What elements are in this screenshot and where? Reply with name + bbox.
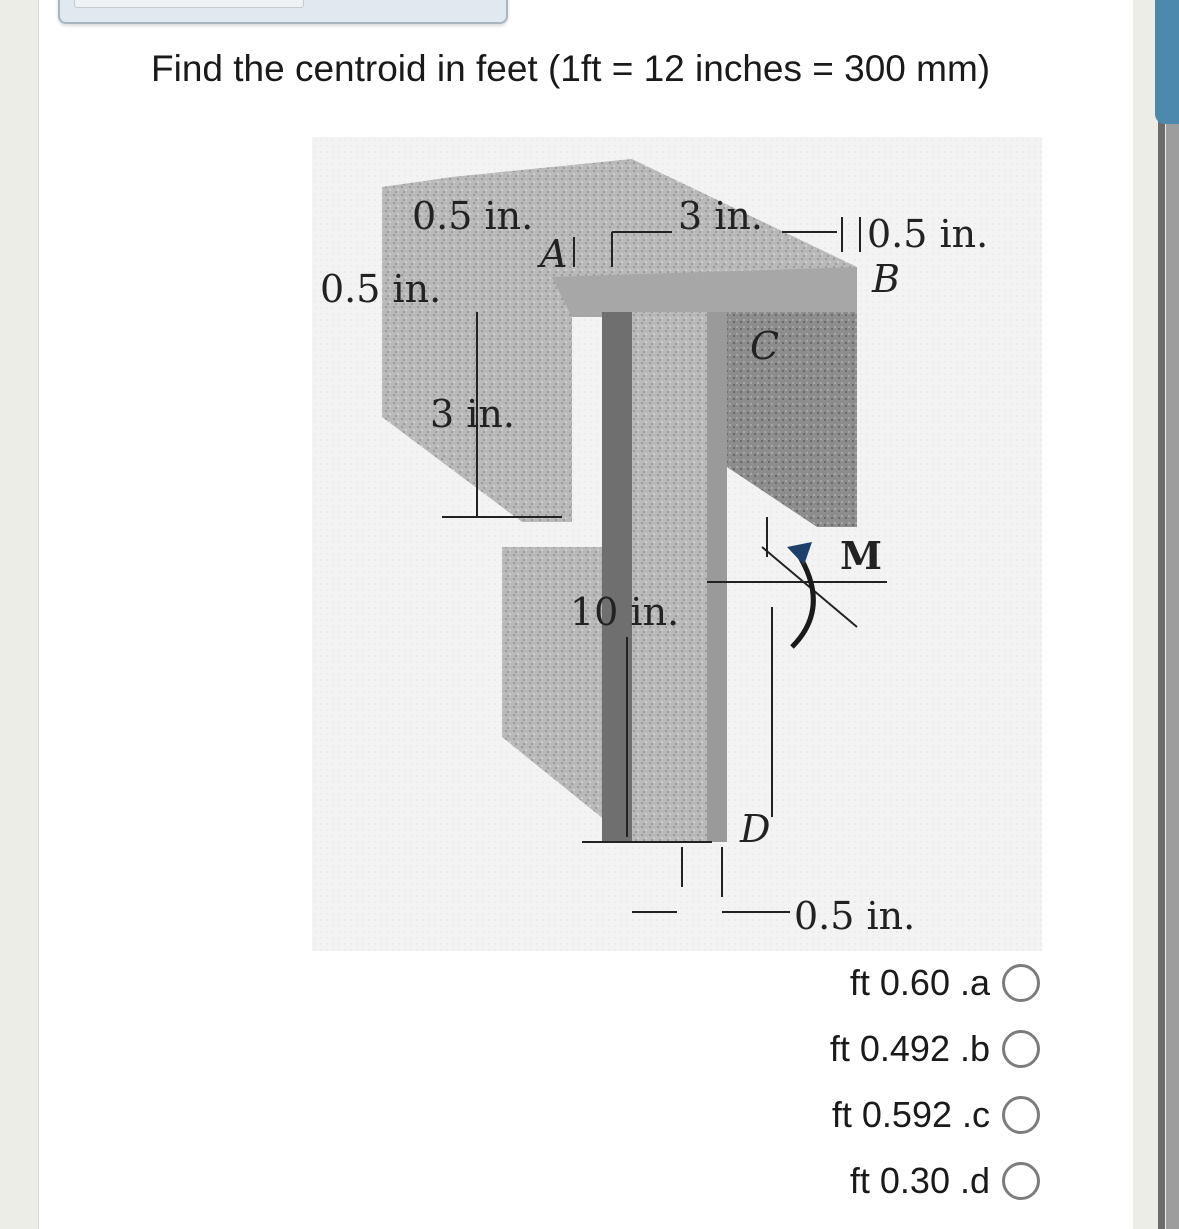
label-point-c: C [750,324,780,368]
scrollbar-edge [1166,0,1179,1229]
question-text: Find the centroid in feet (1ft = 12 inches = 300 mm) [151,48,991,89]
option-d-radio[interactable] [1002,1162,1040,1200]
option-a-radio[interactable] [1002,964,1040,1002]
label-point-a: A [540,232,568,276]
option-c[interactable] [832,1090,1040,1140]
scrollbar-track[interactable] [1158,0,1165,1229]
option-c-label: ft 0.592 .c [831,1094,990,1135]
previous-panel-input [74,0,304,8]
label-point-d: D [740,807,771,851]
label-dim-top-thickness: 0.5 in. [320,267,442,311]
option-b-label: ft 0.492 .b [829,1028,990,1069]
label-dim-flange-depth: 3 in. [430,392,515,436]
problem-figure [312,137,1042,951]
label-point-b: B [872,257,900,301]
option-d[interactable] [850,1156,1040,1206]
web-front-face [707,312,727,842]
label-dim-web-width: 0.5 in. [794,894,916,938]
option-d-label: ft 0.30 .d [849,1160,990,1201]
figure-svg [312,137,1042,951]
label-dim-top-width: 3 in. [678,194,763,238]
label-dim-a-width: 0.5 in. [412,194,534,238]
side-panel-tab[interactable] [1155,0,1179,124]
option-a-label: ft 0.60 .a [849,962,990,1003]
label-moment: M [840,533,883,578]
option-c-radio[interactable] [1002,1096,1040,1134]
option-a[interactable] [850,958,1040,1008]
label-dim-b-width: 0.5 in. [867,212,989,256]
option-b[interactable] [830,1024,1040,1074]
label-dim-web-depth: 10 in. [570,590,680,634]
previous-panel-box [58,0,508,24]
option-b-radio[interactable] [1002,1030,1040,1068]
left-gutter [0,0,38,1229]
